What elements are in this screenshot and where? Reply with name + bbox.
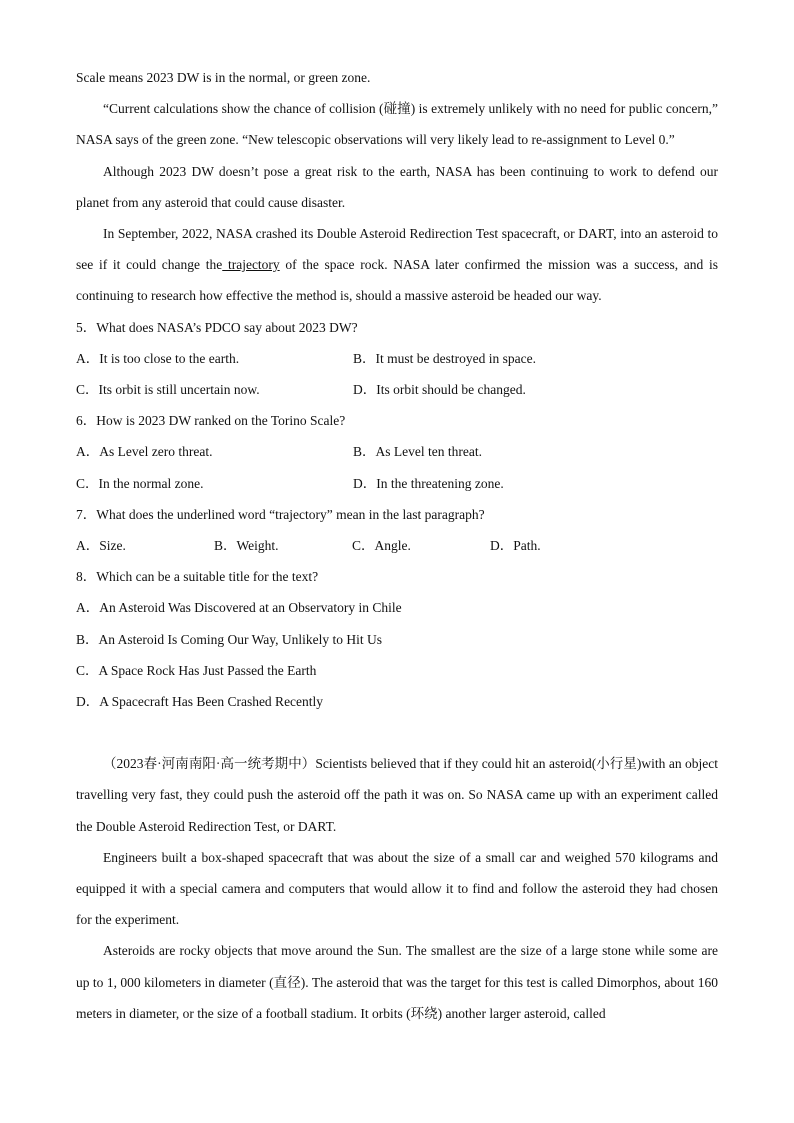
passage-2-paragraph-1: （2023春·河南南阳·高一统考期中）Scientists believed that if they could hit an asteroid(小行星)with an object travelling very fast, they could push the asteroid off the path it was on. So NASA came up with an experiment called the Double Asteroid Redirection Test, or DART. — [76, 756, 718, 834]
question-7-stem: 7．What does the underlined word “trajectory” mean in the last paragraph? — [76, 506, 485, 522]
question-6-option-a: A．As Level zero threat. — [76, 444, 213, 460]
question-6-option-d: D．In the threatening zone. — [353, 475, 504, 491]
question-5-option-c: C．Its orbit is still uncertain now. — [76, 382, 260, 398]
question-5-options-row-2 — [76, 374, 718, 405]
question-7-options-row — [76, 530, 718, 561]
question-6-options-row-2 — [76, 468, 718, 499]
question-8-option-c: C．A Space Rock Has Just Passed the Earth — [76, 662, 317, 678]
question-5-option-b: B．It must be destroyed in space. — [353, 350, 536, 366]
question-6-option-b: B．As Level ten threat. — [353, 444, 482, 460]
paragraph-dart-text-2: of the space rock. NASA later confirmed the mission was a success, and is continuing to research how effective the method is, should a massive asteroid be headed our way. — [76, 257, 718, 304]
passage-2-paragraph-2: Engineers built a box-shaped spacecraft that was about the size of a small car and weighed 570 kilograms and equipped it with a special camera and computers that would allow it to find and follow the asteroid they had chosen for the experiment. — [76, 849, 718, 928]
question-5-option-a: A．It is too close to the earth. — [76, 350, 240, 366]
question-5-options-row-1 — [76, 343, 718, 374]
question-6-option-c: C．In the normal zone. — [76, 475, 204, 491]
question-5-stem: 5．What does NASA’s PDCO say about 2023 DW? — [76, 319, 358, 335]
underlined-word-trajectory: trajectory — [222, 257, 280, 273]
question-8-option-a: A．An Asteroid Was Discovered at an Observatory in Chile — [76, 600, 402, 616]
question-6-stem: 6．How is 2023 DW ranked on the Torino Scale? — [76, 413, 346, 429]
question-5-option-d: D．Its orbit should be changed. — [353, 382, 526, 398]
question-6-options-row-1 — [76, 436, 718, 467]
paragraph-dart — [76, 218, 718, 312]
intro-line: Scale means 2023 DW is in the normal, or green zone. — [76, 70, 371, 85]
document-page — [76, 62, 718, 1029]
question-7-option-b: B．Weight. — [214, 538, 279, 554]
question-7-option-c: C．Angle. — [352, 538, 411, 554]
passage-2-paragraph-3: Asteroids are rocky objects that move around the Sun. The smallest are the size of a large stone while some are up to 1, 000 kilometers in diameter (直径). The asteroid that was the target for this test is called Dimorphos, about 160 meters in diameter, or the size of a football stadium. It orbits (环绕) another larger asteroid, called — [76, 943, 718, 1021]
question-7-option-a: A．Size. — [76, 538, 126, 554]
question-8-option-d: D．A Spacecraft Has Been Crashed Recently — [76, 694, 324, 710]
paragraph-defend: Although 2023 DW doesn’t pose a great risk to the earth, NASA has been continuing to work to defend our planet from any asteroid that could cause disaster. — [76, 163, 718, 210]
question-8-stem: 8．Which can be a suitable title for the text? — [76, 569, 319, 585]
question-8-option-b: B．An Asteroid Is Coming Our Way, Unlikely to Hit Us — [76, 631, 383, 647]
paragraph-dart-text-1: In September, 2022, NASA crashed its Double Asteroid Redirection Test spacecraft, or DART, into an asteroid to see if it could change the — [76, 226, 718, 273]
paragraph-collision: “Current calculations show the chance of collision (碰撞) is extremely unlikely with no need for public concern,” NASA says of the green zone. “New telescopic observations will very likely lead to re-assignment to Level 0.” — [76, 101, 718, 148]
section-spacer — [76, 717, 718, 748]
question-7-option-d: D．Path. — [490, 538, 541, 554]
